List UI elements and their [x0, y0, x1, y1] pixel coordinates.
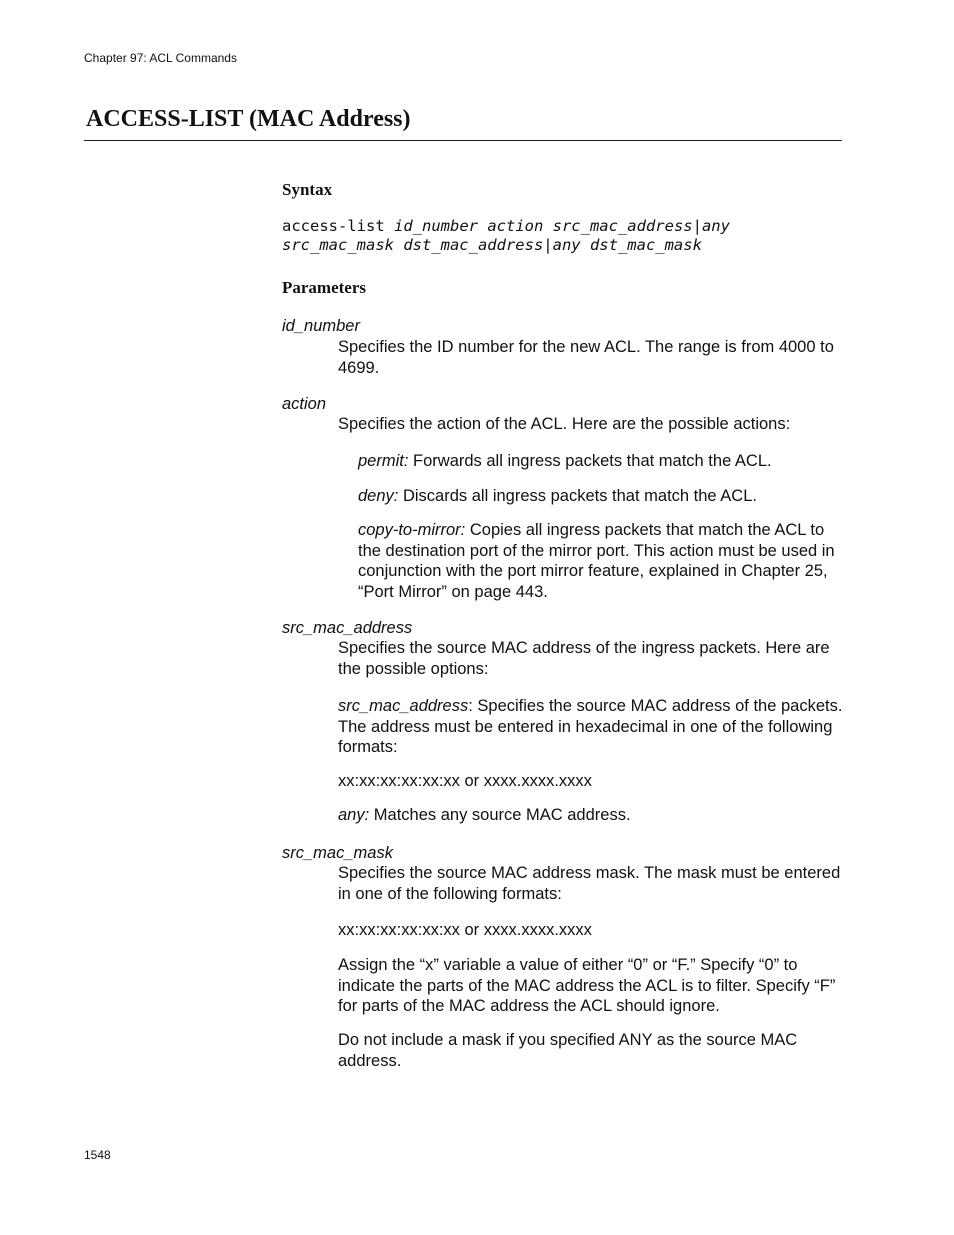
param-desc-src-mac-mask: Specifies the source MAC address mask. The mask must be entered in one of the following formats: [338, 864, 841, 903]
option-name: permit: [358, 452, 409, 470]
src-mac-option-any [338, 805, 843, 826]
src-mask-assign: Assign the “x” variable a value of either “0” or “F.” Specify “0” to indicate the parts of the MAC address the ACL is to filter. Specify “F” for parts of the MAC address the ACL should ignore. [338, 956, 836, 1015]
param-desc-action: Specifies the action of the ACL. Here are the possible actions: [338, 415, 791, 433]
option-name: any: [338, 806, 370, 824]
param-desc-id-number: Specifies the ID number for the new ACL. The range is from 4000 to 4699. [338, 338, 834, 377]
option-name: deny: [358, 487, 399, 505]
action-option-deny [358, 486, 843, 507]
running-header: Chapter 97: ACL Commands [84, 51, 237, 65]
syntax-heading: Syntax [282, 180, 333, 199]
syntax-line-2 [282, 236, 702, 254]
option-text: Forwards all ingress packets that match the ACL. [408, 452, 772, 470]
param-term-src-mac-mask: src_mac_mask [282, 844, 393, 862]
option-name: src_mac_address [338, 697, 469, 715]
param-term-src-mac-address: src_mac_address [282, 619, 413, 637]
action-option-copy-to-mirror [358, 520, 843, 602]
option-text: Discards all ingress packets that match the ACL. [398, 487, 757, 505]
option-text: Copies all ingress packets that match the ACL to the destination port of the mirror port. This action must be used in conjunction with the port mirror feature, explained in Chapter 25, “Port Mirror” on page 443. [358, 521, 835, 601]
src-mask-formats: xx:xx:xx:xx:xx:xx or xxxx.xxxx.xxxx [338, 921, 592, 939]
syntax-command: access-list [282, 217, 385, 235]
syntax-line-1 [282, 217, 730, 235]
syntax-args-2: src_mac_mask dst_mac_address|any dst_mac_mask [282, 236, 702, 254]
param-term-action: action [282, 395, 327, 413]
syntax-args-1: id_number action src_mac_address|any [394, 217, 730, 235]
src-mask-note: Do not include a mask if you specified ANY as the source MAC address. [338, 1031, 798, 1070]
page-number: 1548 [84, 1148, 111, 1162]
src-mac-formats: xx:xx:xx:xx:xx:xx or xxxx.xxxx.xxxx [338, 772, 592, 790]
page-title: ACCESS-LIST (MAC Address) [86, 106, 411, 132]
option-text: Matches any source MAC address. [369, 806, 631, 824]
src-mac-option-address [338, 696, 843, 758]
param-term-id-number: id_number [282, 317, 360, 335]
param-desc-src-mac-address: Specifies the source MAC address of the ingress packets. Here are the possible options: [338, 639, 830, 678]
option-text: : Specifies the source MAC address of the packets. The address must be entered in hexadecimal in one of the following formats: [338, 697, 843, 756]
title-rule [84, 140, 842, 141]
option-name: copy-to-mirror: [358, 521, 466, 539]
parameters-heading: Parameters [282, 278, 367, 297]
action-option-permit [358, 451, 843, 472]
